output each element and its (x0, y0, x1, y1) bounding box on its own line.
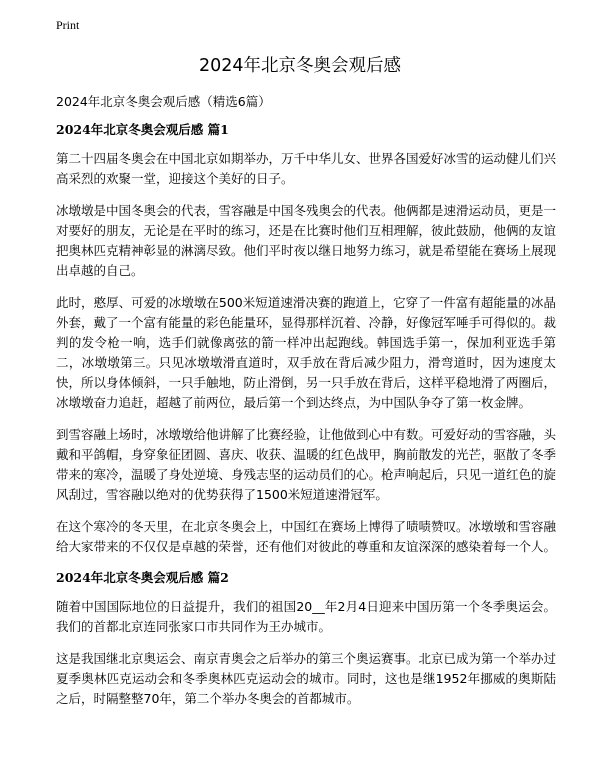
paragraph: 冰墩墩是中国冬奥会的代表，雪容融是中国冬残奥会的代表。他俩都是速滑运动员，更是一对要好的朋友，无论是在平时的练习，还是在比赛时他们互相理解，彼此鼓励，他俩的友谊把奥林匹克精神彰显的淋漓尽致。他们平时夜以继日地努力练习，就是希望能在赛场上展现出卓越的自己。 (56, 203, 557, 278)
print-link[interactable]: Print (56, 18, 80, 32)
section-heading: 2024年北京冬奥会观后感 篇2 (56, 570, 229, 585)
paragraph: 这是我国继北京奥运会、南京青奥会之后举办的第三个奥运赛事。北京已成为第一个举办过夏季奥林匹克运动会和冬季奥林匹克运动会的城市。同时，这也是继1952年挪威的奥斯陆之后，时隔整整70年，第二个举办冬奥会的首都城市。 (56, 651, 557, 706)
article-section (56, 569, 556, 709)
paragraph: 随着中国国际地位的日益提升，我们的祖国20__年2月4日迎来中国历第一个冬季奥运会。我们的首都北京连同张家口市共同作为王办城市。 (56, 599, 556, 634)
document-subtitle: 2024年北京冬奥会观后感（精选6篇） (56, 94, 271, 109)
article-section (56, 121, 556, 557)
paragraph: 第二十四届冬奥会在中国北京如期举办，万千中华儿女、世界各国爱好冰雪的运动健儿们兴高采烈的欢聚一堂，迎接这个美好的日子。 (56, 151, 557, 186)
paragraph: 在这个寒冷的冬天里，在北京冬奥会上，中国红在赛场上博得了啧啧赞叹。冰墩墩和雪容融给大家带来的不仅仅是卓越的荣誉，还有他们对彼此的尊重和友谊深深的感染着每一个人。 (56, 519, 557, 554)
page-title: 2024年北京冬奥会观后感 (198, 56, 402, 76)
paragraph: 到雪容融上场时，冰墩墩给他讲解了比赛经验，让他做到心中有数。可爱好动的雪容融，头戴和平鸽帽，身穿象征团圆、喜庆、收获、温暖的红色战甲，胸前散发的光芒，驱散了冬季带来的寒冷，温暖了身处逆境、身残志坚的运动员们的心。枪声响起后，只见一道红色的旋风刮过，雪容融以绝对的优势获得了1500米短道速滑冠军。 (56, 427, 557, 502)
paragraph: 此时，憨厚、可爱的冰墩墩在500米短道速滑决赛的跑道上，它穿了一件富有超能量的冰晶外套，戴了一个富有能量的彩色能量环，显得那样沉着、冷静，好像冠军唾手可得似的。裁判的发令枪一响，选手们就像离弦的箭一样冲出起跑线。韩国选手第一，保加利亚选手第二，冰墩墩第三。只见冰墩墩滑直道时，双手放在背后减少阻力，滑弯道时，因为速度太快，所以身体倾斜，一只手触地，防止滑倒，另一只手放在背后，这样平稳地滑了两圈后，冰墩墩奋力追赶，超越了前两位，最后第一个到达终点，为中国队争夺了第一枚金牌。 (56, 295, 557, 410)
section-heading: 2024年北京冬奥会观后感 篇1 (56, 122, 229, 137)
document-body (56, 93, 556, 721)
